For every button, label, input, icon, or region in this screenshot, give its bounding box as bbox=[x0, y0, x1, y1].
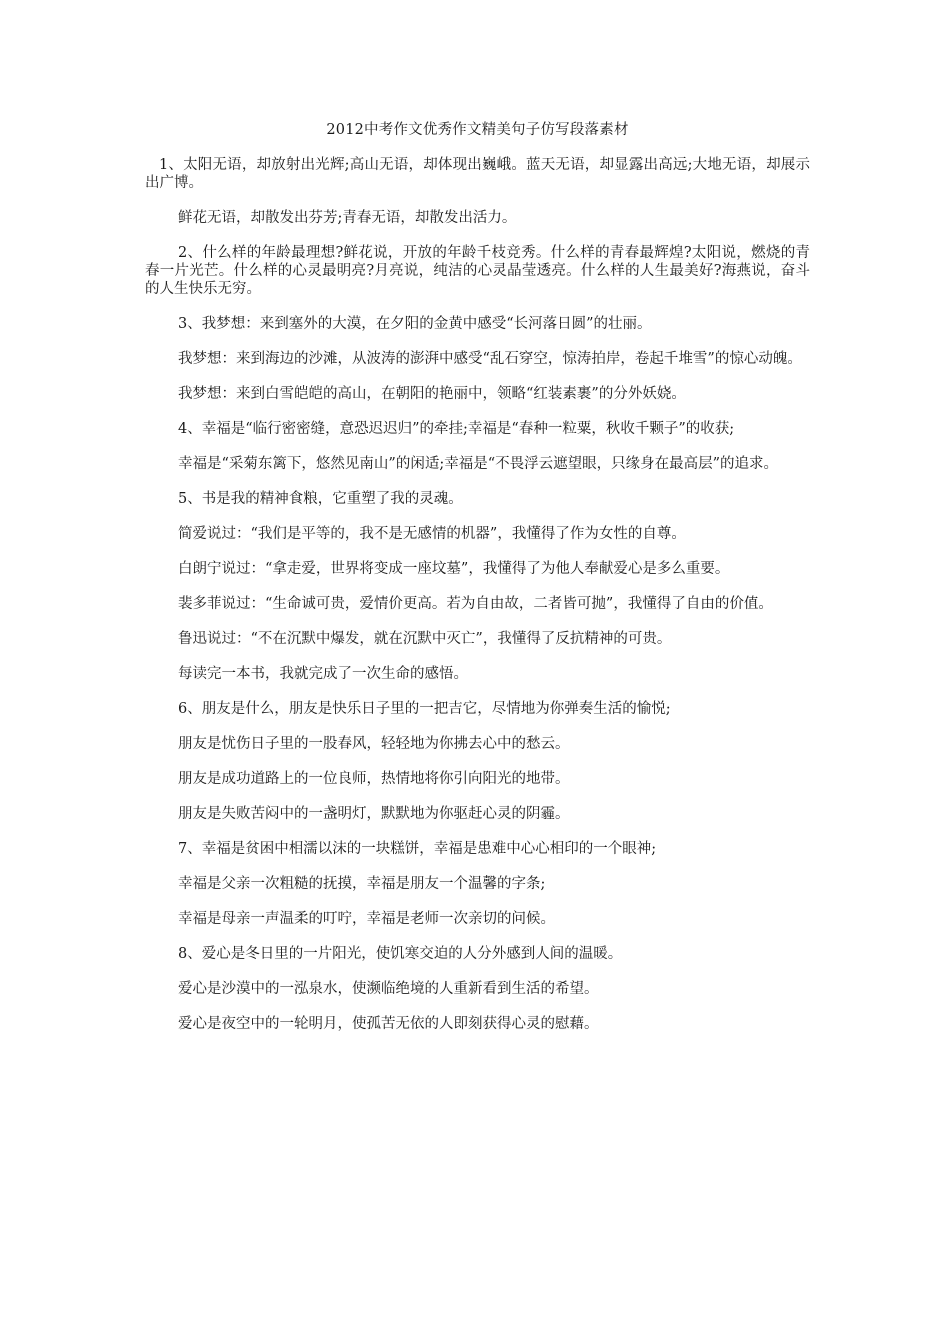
paragraph-20: 幸福是父亲一次粗糙的抚摸，幸福是朋友一个温馨的字条; bbox=[178, 876, 546, 892]
paragraph-14: 每读完一本书，我就完成了一次生命的感悟。 bbox=[178, 666, 468, 682]
paragraph-21: 幸福是母亲一声温柔的叮咛，幸福是老师一次亲切的问候。 bbox=[178, 911, 555, 927]
paragraph-7: 4、幸福是“临行密密缝，意恐迟迟归”的牵挂;幸福是“春种一粒粟，秋收千颗子”的收获; bbox=[178, 421, 735, 437]
paragraph-19: 7、幸福是贫困中相濡以沫的一块糕饼，幸福是患难中心心相印的一个眼神; bbox=[178, 841, 657, 857]
paragraph-10: 简爱说过：“我们是平等的，我不是无感情的机器”，我懂得了作为女性的自尊。 bbox=[178, 526, 686, 542]
document-title: 2012中考作文优秀作文精美句子仿写段落素材 bbox=[326, 122, 629, 138]
paragraph-5: 我梦想：来到海边的沙滩，从波涛的澎湃中感受“乱石穿空，惊涛拍岸，卷起千堆雪”的惊心动魄。 bbox=[178, 351, 802, 367]
paragraph-18: 朋友是失败苦闷中的一盏明灯，默默地为你驱赶心灵的阴霾。 bbox=[178, 806, 570, 822]
paragraph-24: 爱心是夜空中的一轮明月，使孤苦无依的人即刻获得心灵的慰藉。 bbox=[178, 1016, 599, 1032]
paragraph-1: 1、太阳无语，却放射出光辉;高山无语，却体现出巍峨。蓝天无语，却显露出高远;大地无语，却展示出广博。 bbox=[145, 157, 810, 191]
paragraph-3: 2、什么样的年龄最理想?鲜花说，开放的年龄千枝竞秀。什么样的青春最辉煌?太阳说，燃烧的青春一片光芒。什么样的心灵最明亮?月亮说，纯洁的心灵晶莹透亮。什么样的人生最美好?海燕说，奋斗的人生快乐无穷。 bbox=[145, 245, 810, 297]
paragraph-8: 幸福是“采菊东篱下，悠然见南山”的闲适;幸福是“不畏浮云遮望眼，只缘身在最高层”的追求。 bbox=[178, 456, 779, 472]
paragraph-9: 5、书是我的精神食粮，它重塑了我的灵魂。 bbox=[178, 491, 463, 507]
paragraph-11: 白朗宁说过：“拿走爱，世界将变成一座坟墓”，我懂得了为他人奉献爱心是多么重要。 bbox=[178, 561, 730, 577]
paragraph-17: 朋友是成功道路上的一位良师，热情地将你引向阳光的地带。 bbox=[178, 771, 570, 787]
paragraph-23: 爱心是沙漠中的一泓泉水，使濒临绝境的人重新看到生活的希望。 bbox=[178, 981, 599, 997]
paragraph-4: 3、我梦想：来到塞外的大漠，在夕阳的金黄中感受“长河落日圆”的壮丽。 bbox=[178, 316, 652, 332]
paragraph-22: 8、爱心是冬日里的一片阳光，使饥寒交迫的人分外感到人间的温暖。 bbox=[178, 946, 623, 962]
paragraph-6: 我梦想：来到白雪皑皑的高山，在朝阳的艳丽中，领略“红装素裹”的分外妖娆。 bbox=[178, 386, 686, 402]
paragraph-16: 朋友是忧伤日子里的一股春风，轻轻地为你拂去心中的愁云。 bbox=[178, 736, 570, 752]
paragraph-15: 6、朋友是什么，朋友是快乐日子里的一把吉它，尽情地为你弹奏生活的愉悦; bbox=[178, 701, 671, 717]
paragraph-13: 鲁迅说过：“不在沉默中爆发，就在沉默中灭亡”，我懂得了反抗精神的可贵。 bbox=[178, 631, 672, 647]
paragraph-12: 裴多菲说过：“生命诚可贵，爱情价更高。若为自由故，二者皆可抛”，我懂得了自由的价值。 bbox=[178, 596, 773, 612]
paragraph-2: 鲜花无语，却散发出芬芳;青春无语，却散发出活力。 bbox=[178, 210, 517, 226]
document-body bbox=[145, 121, 810, 1050]
